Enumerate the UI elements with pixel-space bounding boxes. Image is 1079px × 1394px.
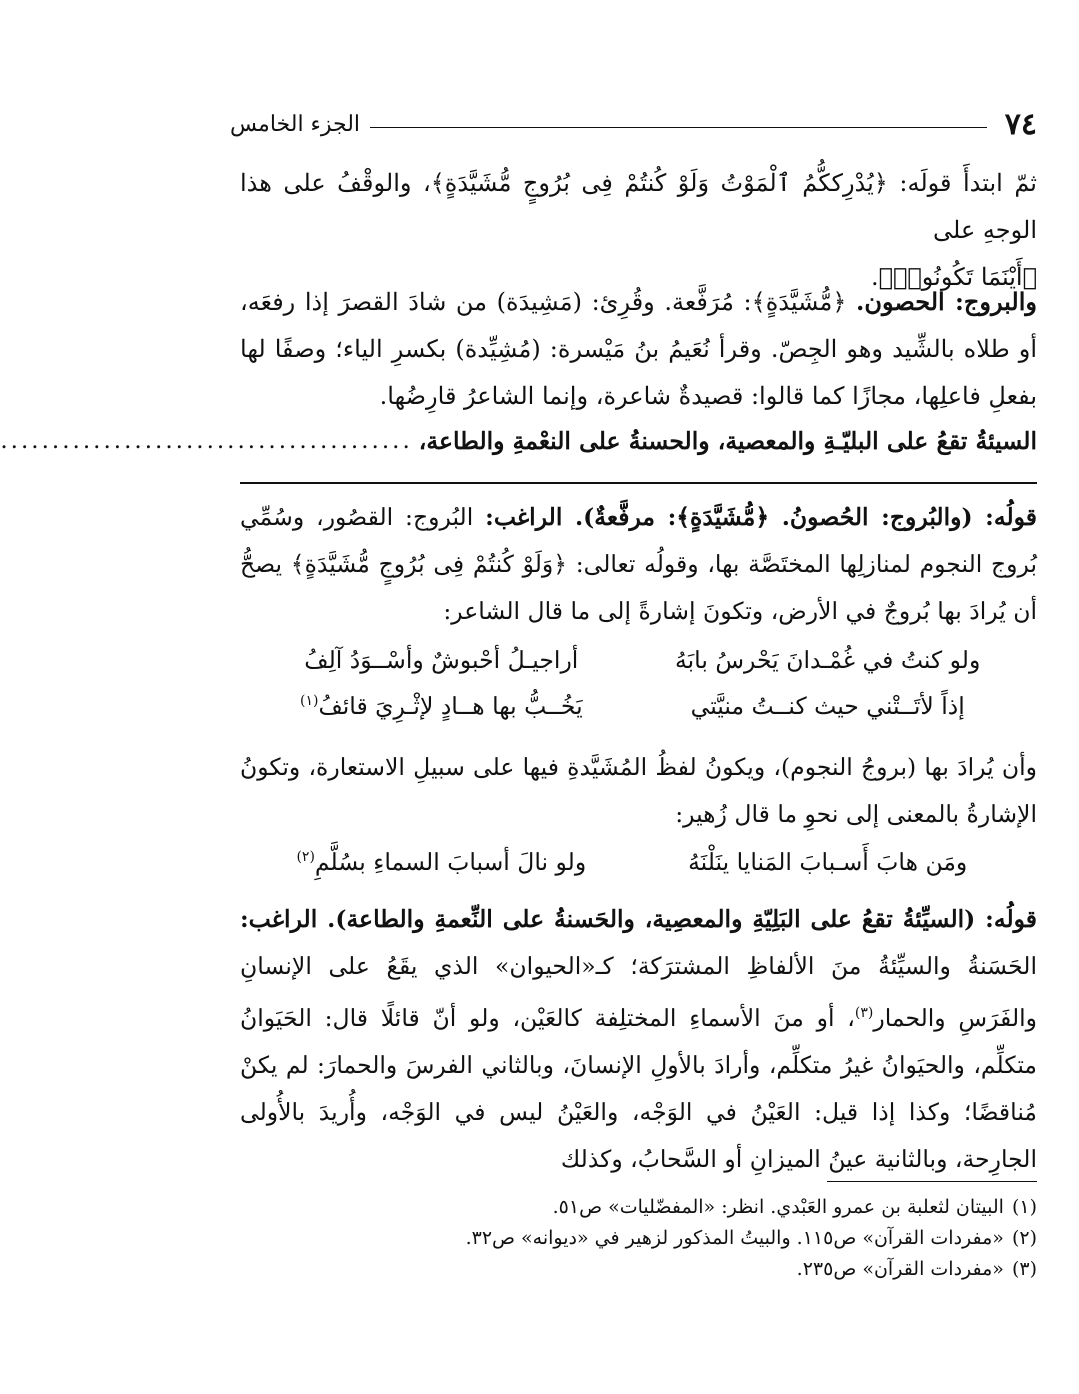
footnote-marker: (١) [299,693,319,710]
running-head [230,104,1037,144]
commentary2-text: وأن يُرادَ بها (بروجُ النجوم)، ويكونُ لفظُ المُشَيَّدةِ فيها على سبيلِ الاستعارة، وتكونُ الإشارةُ بالمعنى إلى نحوِ ما قال زُهير: [240,753,1037,828]
footnotes [240,1192,1037,1285]
intro-line-1: ثمّ ابتدأَ قولَه: ﴿يُدْرِككُّمُ ٱلْمَوْتُ وَلَوْ كُنتُمْ فِى بُرُوجٍ مُّشَيَّدَةٍ﴾، والوقْفُ على هذا الوجهِ على [240,169,1037,244]
footnote-number: (١) [1011,1196,1037,1218]
verse-left-hemistich: يَخُــبُّ بها هــادٍ لإثْـرِيَ قائفُ [318,692,583,720]
footnote-text: البيتان لثعلبة بن عمرو العَبْدي. انظر: «المفضّليات» ص٥١. [552,1196,1004,1218]
footnote-text: «مفردات القرآن» ص١١٥. والبيتُ المذكور لزهير في «ديوانه» ص٣٢. [465,1227,1004,1249]
footnote-marker: (٣) [854,1005,874,1021]
commentary-paragraph-2 [240,744,1037,838]
commentary1-text: البُروج: القصُور، وسُمِّي بُروج النجوم لمنازلِها المختَصَّة بها، وقولُه تعالى: ﴿وَلَوْ كُنتُمْ فِى بُرُوجٍ مُّشَيَّدَةٍ﴾ يصحُّ أن يُرادَ بها بُروجٌ في الأرض، وتكونَ إشارةً إلى ما قال الشاعر: [240,503,1037,625]
section-heading [0,427,1037,455]
commentary1-lead: قولُه: (والبُروج: الحُصونُ. ﴿مُّشَيَّدَةٍ﴾: مرفَّعةٌ). الراغب: [485,503,1037,531]
verse-line [270,840,999,884]
intro-line-2: ﴿أَيْنَمَا تَكُونُوا۟﴾. [870,263,1037,291]
commentary3-text: الحَسَنةُ والسيِّئةُ منَ الألفاظِ المشترَكة؛ كـ«الحيوان» الذي يقَعُ على الإنسانِ والفَرَسِ والحمار [240,952,1037,1032]
verse-right-hemistich: ولو كنتُ في غُمْـدانَ يَحْرسُ بابَهُ [675,646,981,674]
verse-right-hemistich: إذاً لأتَــتْني حيث كنــتُ منيَّتي [690,692,965,720]
footnote-number: (٢) [1011,1227,1037,1249]
commentary3-lead: قولُه: (السيِّئةُ تقعُ على البَلِيّةِ والمعصِية، والحَسنةُ على النِّعمةِ والطاعة). الراغب: [240,905,1037,933]
header-rule [370,127,987,128]
commentary-divider [240,482,1037,484]
commentary3-text-continued: ، أو منَ الأسماءِ المختلِفة كالعَيْن، ولو أنّ قائلًا قال: الحَيَوانُ متكلِّم، والحيَوانُ غيرُ متكلِّم، وأرادَ بالأولِ الإنسانَ، وبالثاني الفرسَ والحمارَ: لم يكنْ مُناقضًا؛ وكذا إذا قيل: العَيْنُ في الوَجْه، والعَيْنُ ليس في الوَجْه، وأُريدَ بالأُولى الجارِحة، وبالثانية عينُ الميزانِ أو السَّحابُ، وكذلك [240,1003,1037,1173]
footnote-number: (٣) [1011,1258,1037,1280]
footnote [240,1192,1037,1223]
verse-line [270,638,999,682]
section-title: الجزء الخامس [230,111,361,137]
footnote [240,1223,1037,1254]
verse-right-hemistich: ومَن هابَ أَسـبابَ المَنايا ينَلْنَهُ [688,848,968,876]
verse-left-hemistich: أراجيـلُ أحْبوشٌ وأسْــوَدُ آلِفُ [304,646,579,674]
section-heading-dots: ........................................ [0,428,413,454]
buruj-paragraph [240,278,1037,420]
section-heading-text: السيئةُ تقعُ على البليّـةِ والمعصية، والحسنةُ على النعْمةِ والطاعة، [418,427,1037,455]
commentary-paragraph-3 [240,896,1037,1183]
buruj-text: ﴿مُّشَيَّدَةٍ﴾: مُرَفَّعة. وقُرِئ: (مَشِيدَة) من شادَ القصرَ إذا رفعَه، أو طلاه بالشِّيد وهو الجِصّ. وقرأ نُعَيمُ بنُ مَيْسرة: (مُشِيِّدة) بكسرِ الياء؛ وصفًا لها بفعلِ فاعلِها، مجازًا كما قالوا: قصيدةٌ شاعرة، وإنما الشاعرُ قارِضُها. [240,288,1037,410]
footnote-rule [827,1181,1037,1182]
page-number: ٧٤ [1004,106,1037,142]
footnote-marker: (٢) [296,849,315,866]
verse-line [270,684,999,728]
commentary-paragraph-1 [240,494,1037,635]
verse-left-hemistich: ولو نالَ أسبابَ السماءِ بسُلَّمِ [314,848,587,876]
footnote [240,1254,1037,1285]
buruj-label: والبروج: الحصون. [856,287,1037,316]
footnote-text: «مفردات القرآن» ص٢٣٥. [796,1258,1004,1280]
